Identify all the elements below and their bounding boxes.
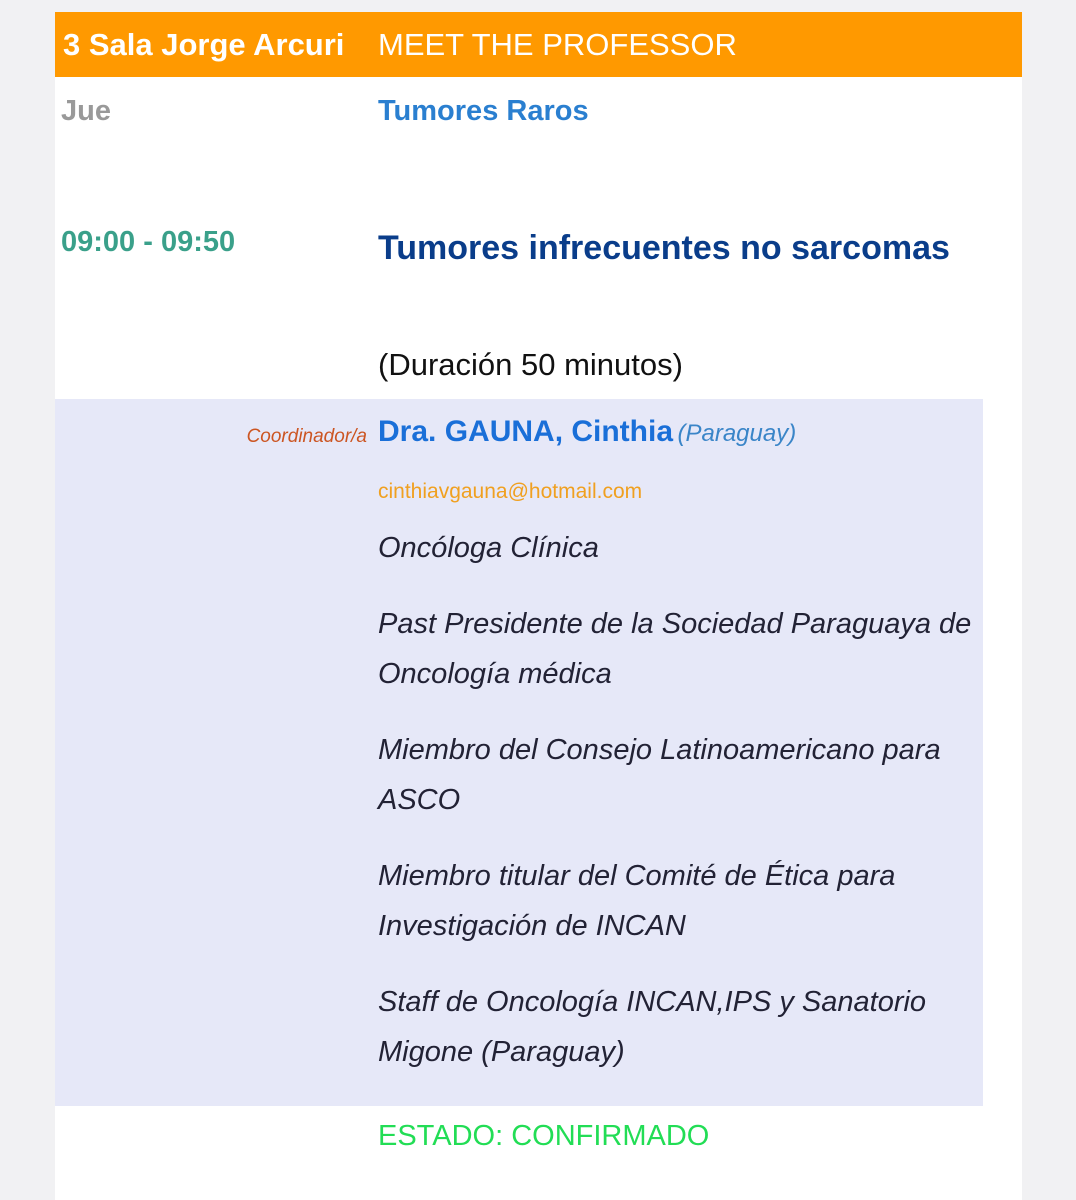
bio-item: Staff de Oncología INCAN,IPS y Sanatorio Migone (Paraguay) bbox=[378, 986, 927, 1068]
status-bar bbox=[352, 1106, 983, 1168]
session-card bbox=[55, 12, 1022, 1200]
speaker-name[interactable]: Dra. GAUNA, Cinthia bbox=[378, 415, 674, 448]
session-duration: (Duración 50 minutos) bbox=[378, 347, 683, 382]
session-title[interactable]: Tumores infrecuentes no sarcomas bbox=[378, 229, 950, 267]
session-type: MEET THE PROFESSOR bbox=[378, 27, 737, 62]
room-name: 3 Sala Jorge Arcuri bbox=[63, 27, 345, 62]
speaker-bio-list bbox=[378, 523, 978, 1103]
speaker-role: Coordinador/a bbox=[246, 426, 367, 447]
bio-item: Past Presidente de la Sociedad Paraguaya de Oncología médica bbox=[378, 608, 972, 690]
session-track[interactable]: Tumores Raros bbox=[378, 95, 589, 127]
bio-item: Miembro del Consejo Latinoamericano para ASCO bbox=[378, 734, 941, 816]
speaker-panel bbox=[55, 399, 983, 1106]
speaker-email-link[interactable]: cinthiavgauna@hotmail.com bbox=[378, 480, 643, 503]
session-day: Jue bbox=[61, 95, 111, 127]
status-label: ESTADO: CONFIRMADO bbox=[378, 1120, 710, 1152]
bio-item: Oncóloga Clínica bbox=[378, 532, 599, 564]
session-header bbox=[55, 12, 1022, 77]
session-time: 09:00 - 09:50 bbox=[61, 226, 236, 258]
speaker-heading bbox=[378, 415, 796, 449]
speaker-country: (Paraguay) bbox=[677, 420, 797, 447]
bio-item: Miembro titular del Comité de Ética para Investigación de INCAN bbox=[378, 860, 896, 942]
